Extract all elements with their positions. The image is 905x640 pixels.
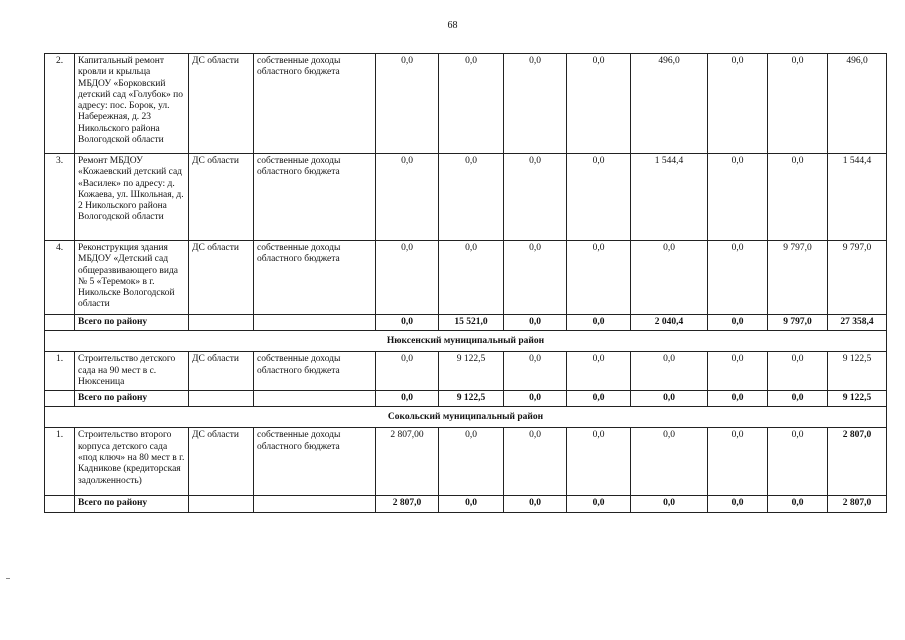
value-cell: 0,0 — [708, 241, 768, 315]
value-cell: 0,0 — [376, 154, 439, 241]
total-empty-cell — [45, 315, 75, 331]
value-cell: 496,0 — [828, 54, 887, 154]
row-object-name: Строительство второго корпуса детского сада «под ключ» на 80 мест в г. Кадникове (кредиторская задолженность) — [75, 428, 189, 496]
total-value-cell: 0,0 — [631, 391, 708, 407]
row-funding-type: собственные доходы областного бюджета — [254, 241, 376, 315]
value-cell: 496,0 — [631, 54, 708, 154]
total-value-cell: 0,0 — [504, 391, 567, 407]
value-cell: 0,0 — [631, 241, 708, 315]
total-empty-cell — [45, 391, 75, 407]
row-funding-type: собственные доходы областного бюджета — [254, 54, 376, 154]
total-value-cell: 9 122,5 — [439, 391, 504, 407]
funding-table — [44, 53, 887, 513]
value-cell: 0,0 — [376, 54, 439, 154]
row-number: 1. — [45, 352, 75, 391]
section-title: Нюксенский муниципальный район — [45, 331, 887, 352]
total-value-cell: 0,0 — [504, 496, 567, 512]
value-cell: 0,0 — [708, 154, 768, 241]
value-cell: 2 807,00 — [376, 428, 439, 496]
value-cell: 0,0 — [567, 54, 631, 154]
total-value-cell: 0,0 — [376, 315, 439, 331]
page-number: 68 — [447, 20, 458, 31]
total-label: Всего по району — [75, 391, 189, 407]
value-cell: 0,0 — [708, 352, 768, 391]
total-value-cell: 0,0 — [768, 391, 828, 407]
total-value-cell: 27 358,4 — [828, 315, 887, 331]
value-cell: 0,0 — [708, 428, 768, 496]
total-value-cell: 0,0 — [708, 391, 768, 407]
value-cell: 0,0 — [708, 54, 768, 154]
total-label: Всего по району — [75, 315, 189, 331]
value-cell: 1 544,4 — [631, 154, 708, 241]
total-empty-cell — [254, 315, 376, 331]
section-title: Сокольский муниципальный район — [45, 407, 887, 428]
total-row — [45, 315, 887, 331]
total-row — [45, 496, 887, 512]
row-funding-type: собственные доходы областного бюджета — [254, 428, 376, 496]
value-cell: 9 122,5 — [828, 352, 887, 391]
total-empty-cell — [189, 315, 254, 331]
total-value-cell: 9 797,0 — [768, 315, 828, 331]
total-value-cell: 2 807,0 — [828, 496, 887, 512]
value-cell: 0,0 — [567, 352, 631, 391]
total-value-cell: 9 122,5 — [828, 391, 887, 407]
value-cell: 0,0 — [567, 241, 631, 315]
total-value-cell: 0,0 — [567, 496, 631, 512]
row-source: ДС области — [189, 241, 254, 315]
value-cell: 0,0 — [504, 54, 567, 154]
value-cell: 0,0 — [768, 352, 828, 391]
total-value-cell: 2 807,0 — [376, 496, 439, 512]
total-empty-cell — [254, 496, 376, 512]
row-funding-type: собственные доходы областного бюджета — [254, 154, 376, 241]
value-cell: 0,0 — [504, 154, 567, 241]
total-value-cell: 0,0 — [708, 496, 768, 512]
section-header-row — [45, 331, 887, 352]
section-header-row — [45, 407, 887, 428]
table-body — [45, 54, 887, 513]
value-cell: 0,0 — [768, 54, 828, 154]
total-value-cell: 0,0 — [708, 315, 768, 331]
value-cell: 0,0 — [768, 154, 828, 241]
total-empty-cell — [45, 496, 75, 512]
total-value-cell: 0,0 — [768, 496, 828, 512]
row-object-name: Ремонт МБДОУ «Кожаевский детский сад «Василек» по адресу: д. Кожаева, ул. Школьная, д. 2 Никольского района Вологодской области — [75, 154, 189, 241]
row-source: ДС области — [189, 54, 254, 154]
value-cell: 0,0 — [631, 352, 708, 391]
value-cell: 9 797,0 — [768, 241, 828, 315]
total-value-cell: 0,0 — [567, 315, 631, 331]
total-empty-cell — [189, 496, 254, 512]
table-row — [45, 154, 887, 241]
row-source: ДС области — [189, 352, 254, 391]
value-cell: 0,0 — [439, 154, 504, 241]
row-number: 2. — [45, 54, 75, 154]
total-value-cell: 2 040,4 — [631, 315, 708, 331]
total-value-cell: 0,0 — [439, 496, 504, 512]
value-cell: 0,0 — [439, 241, 504, 315]
row-number: 1. — [45, 428, 75, 496]
table-row — [45, 241, 887, 315]
row-funding-type: собственные доходы областного бюджета — [254, 352, 376, 391]
total-empty-cell — [254, 391, 376, 407]
value-cell: 9 122,5 — [439, 352, 504, 391]
value-cell: 0,0 — [567, 154, 631, 241]
table-row — [45, 352, 887, 391]
stray-mark — [6, 578, 10, 579]
value-cell: 0,0 — [768, 428, 828, 496]
value-cell: 0,0 — [439, 54, 504, 154]
value-cell: 0,0 — [504, 241, 567, 315]
value-cell: 1 544,4 — [828, 154, 887, 241]
total-row — [45, 391, 887, 407]
value-cell: 0,0 — [631, 428, 708, 496]
value-cell: 2 807,0 — [828, 428, 887, 496]
total-label: Всего по району — [75, 496, 189, 512]
total-value-cell: 0,0 — [376, 391, 439, 407]
value-cell: 0,0 — [376, 352, 439, 391]
value-cell: 0,0 — [376, 241, 439, 315]
total-value-cell: 15 521,0 — [439, 315, 504, 331]
total-value-cell: 0,0 — [504, 315, 567, 331]
row-object-name: Капитальный ремонт кровли и крыльца МБДОУ «Борковский детский сад «Голубок» по адресу: пос. Борок, ул. Набережная, д. 23 Никольского района Вологодской области — [75, 54, 189, 154]
row-object-name: Реконструкция здания МБДОУ «Детский сад общеразвивающего вида № 5 «Теремок» в г. Никольске Вологодской области — [75, 241, 189, 315]
row-source: ДС области — [189, 154, 254, 241]
table-row — [45, 54, 887, 154]
row-source: ДС области — [189, 428, 254, 496]
row-object-name: Строительство детского сада на 90 мест в с. Нюксеница — [75, 352, 189, 391]
value-cell: 0,0 — [567, 428, 631, 496]
table-row — [45, 428, 887, 496]
value-cell: 0,0 — [504, 428, 567, 496]
value-cell: 9 797,0 — [828, 241, 887, 315]
total-value-cell: 0,0 — [567, 391, 631, 407]
total-value-cell: 0,0 — [631, 496, 708, 512]
total-empty-cell — [189, 391, 254, 407]
value-cell: 0,0 — [439, 428, 504, 496]
row-number: 3. — [45, 154, 75, 241]
row-number: 4. — [45, 241, 75, 315]
value-cell: 0,0 — [504, 352, 567, 391]
